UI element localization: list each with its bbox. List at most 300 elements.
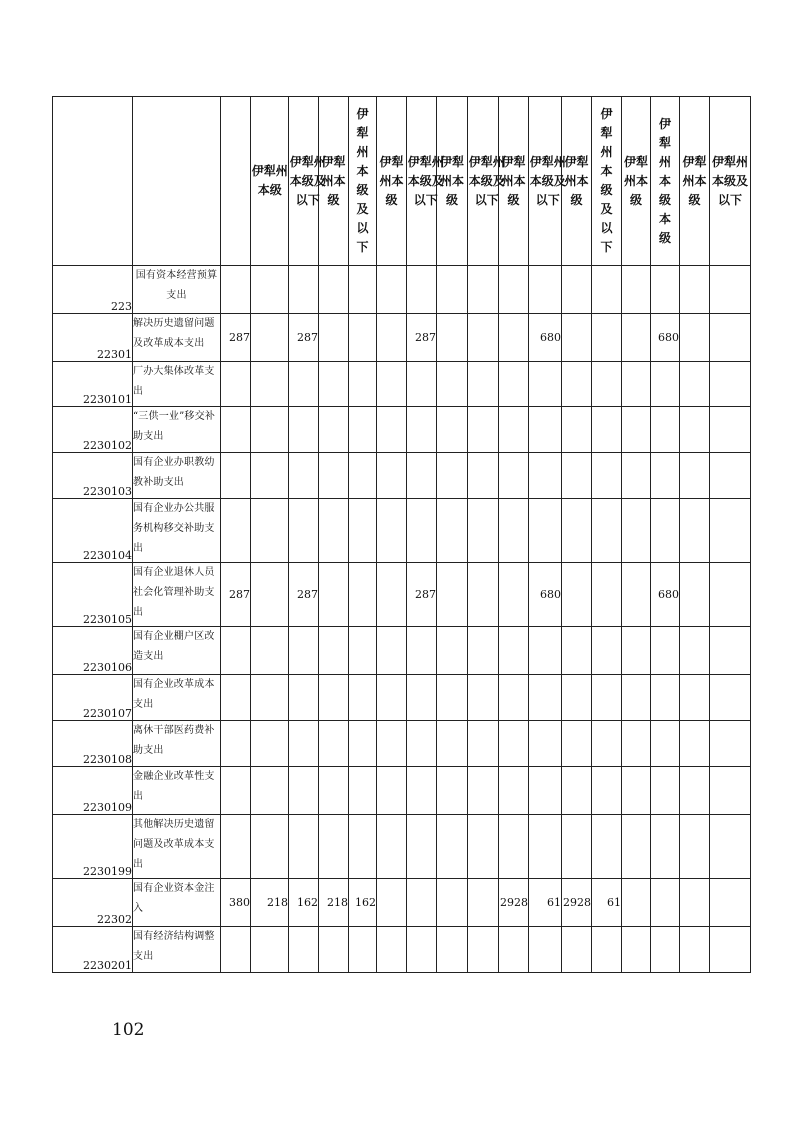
- value-cell: [377, 499, 407, 563]
- column-header: [622, 97, 651, 266]
- value-cell: [651, 453, 680, 499]
- column-header: [53, 97, 133, 266]
- value-cell: [437, 879, 468, 927]
- table-row: [53, 627, 751, 675]
- column-header: [651, 97, 680, 266]
- value-cell: [319, 563, 349, 627]
- value-cell: [680, 767, 710, 815]
- value-cell: [529, 815, 562, 879]
- value-cell: [529, 767, 562, 815]
- value-cell: [407, 815, 437, 879]
- value-cell: [529, 721, 562, 767]
- value-cell: [377, 266, 407, 314]
- value-cell: 287: [221, 314, 251, 362]
- row-code: 2230199: [53, 815, 133, 879]
- value-cell: [407, 927, 437, 973]
- value-cell: [319, 767, 349, 815]
- column-header-label: 伊犁州本级: [379, 154, 404, 207]
- row-code: 2230108: [53, 721, 133, 767]
- value-cell: [468, 362, 499, 407]
- value-cell: [349, 767, 377, 815]
- value-cell: [349, 627, 377, 675]
- value-cell: [319, 927, 349, 973]
- value-cell: [221, 767, 251, 815]
- row-name: 国有企业办公共服务机构移交补助支出: [133, 499, 221, 563]
- value-cell: [499, 407, 529, 453]
- value-cell: [680, 314, 710, 362]
- value-cell: [710, 815, 751, 879]
- value-cell: [468, 453, 499, 499]
- value-cell: [319, 721, 349, 767]
- column-header: [468, 97, 505, 266]
- value-cell: [710, 314, 751, 362]
- value-cell: [468, 767, 499, 815]
- value-cell: [680, 815, 710, 879]
- value-cell: [622, 627, 651, 675]
- row-name: 国有企业棚户区改造支出: [133, 627, 221, 675]
- value-cell: [651, 362, 680, 407]
- value-cell: [377, 453, 407, 499]
- column-header: [251, 97, 289, 266]
- value-cell: [407, 675, 437, 721]
- value-cell: [221, 499, 251, 563]
- value-cell: [407, 453, 437, 499]
- value-cell: [251, 927, 289, 973]
- table-row: [53, 499, 751, 563]
- value-cell: [710, 927, 751, 973]
- value-cell: [349, 362, 377, 407]
- value-cell: [349, 721, 377, 767]
- value-cell: [529, 627, 562, 675]
- value-cell: [289, 721, 319, 767]
- value-cell: [468, 627, 499, 675]
- value-cell: [592, 927, 622, 973]
- value-cell: [377, 362, 407, 407]
- column-header-label: 伊犁州本级: [251, 164, 288, 197]
- row-code: 2230106: [53, 627, 133, 675]
- value-cell: [680, 362, 710, 407]
- value-cell: 680: [651, 314, 680, 362]
- column-header: [529, 97, 566, 266]
- value-cell: [468, 675, 499, 721]
- value-cell: [651, 627, 680, 675]
- value-cell: [377, 407, 407, 453]
- column-header: [592, 97, 622, 266]
- value-cell: [377, 879, 407, 927]
- value-cell: [622, 362, 651, 407]
- value-cell: [651, 815, 680, 879]
- value-cell: [221, 453, 251, 499]
- value-cell: [529, 927, 562, 973]
- value-cell: [407, 362, 437, 407]
- value-cell: [499, 314, 529, 362]
- value-cell: [622, 675, 651, 721]
- column-header-label: 伊犁州本级及以下: [529, 154, 566, 207]
- value-cell: [680, 563, 710, 627]
- value-cell: 380: [221, 879, 251, 927]
- value-cell: [592, 627, 622, 675]
- value-cell: [622, 927, 651, 973]
- value-cell: [319, 815, 349, 879]
- value-cell: [710, 266, 751, 314]
- table-row: [53, 879, 751, 927]
- value-cell: 680: [529, 314, 562, 362]
- value-cell: [499, 453, 529, 499]
- value-cell: [680, 407, 710, 453]
- column-header: [562, 97, 592, 266]
- value-cell: [562, 927, 592, 973]
- value-cell: 287: [289, 563, 319, 627]
- table-row: [53, 362, 751, 407]
- column-header: [221, 97, 251, 266]
- value-cell: [407, 879, 437, 927]
- column-header-label: 伊犁州本级: [439, 154, 464, 207]
- value-cell: [319, 362, 349, 407]
- value-cell: [562, 499, 592, 563]
- value-cell: [289, 266, 319, 314]
- value-cell: [710, 675, 751, 721]
- column-header: [499, 97, 529, 266]
- value-cell: [651, 407, 680, 453]
- value-cell: 61: [529, 879, 562, 927]
- value-cell: [251, 266, 289, 314]
- value-cell: [468, 407, 499, 453]
- value-cell: [407, 627, 437, 675]
- value-cell: [651, 927, 680, 973]
- row-code: 22301: [53, 314, 133, 362]
- value-cell: [289, 627, 319, 675]
- value-cell: [592, 815, 622, 879]
- value-cell: [710, 767, 751, 815]
- value-cell: [468, 563, 499, 627]
- value-cell: [437, 675, 468, 721]
- value-cell: [499, 767, 529, 815]
- table-row: [53, 675, 751, 721]
- table-row: [53, 927, 751, 973]
- row-name: “三供一业”移交补助支出: [133, 407, 221, 453]
- value-cell: [251, 721, 289, 767]
- row-name: 国有企业改革成本支出: [133, 675, 221, 721]
- value-cell: [680, 721, 710, 767]
- value-cell: [622, 453, 651, 499]
- value-cell: [251, 314, 289, 362]
- value-cell: [221, 266, 251, 314]
- value-cell: [529, 362, 562, 407]
- column-header-label: 伊犁州本级: [501, 154, 526, 207]
- value-cell: [562, 627, 592, 675]
- row-code: 2230201: [53, 927, 133, 973]
- value-cell: [622, 563, 651, 627]
- value-cell: [319, 314, 349, 362]
- column-header-label: 伊犁州本级及以下: [356, 107, 369, 254]
- value-cell: [499, 499, 529, 563]
- row-code: 223: [53, 266, 133, 314]
- row-name: 离休干部医药费补助支出: [133, 721, 221, 767]
- value-cell: [622, 266, 651, 314]
- value-cell: [468, 879, 499, 927]
- value-cell: [562, 675, 592, 721]
- column-header-label: 伊犁州本级及以下: [600, 107, 613, 254]
- column-header: [319, 97, 349, 266]
- value-cell: [622, 499, 651, 563]
- column-header-label: 伊犁州本级及以下: [711, 154, 748, 207]
- value-cell: [468, 499, 499, 563]
- value-cell: [319, 453, 349, 499]
- value-cell: [710, 721, 751, 767]
- value-cell: [651, 879, 680, 927]
- value-cell: [499, 721, 529, 767]
- value-cell: [407, 266, 437, 314]
- row-code: 2230107: [53, 675, 133, 721]
- value-cell: [651, 266, 680, 314]
- value-cell: [349, 407, 377, 453]
- value-cell: 287: [221, 563, 251, 627]
- budget-table: [52, 96, 751, 973]
- value-cell: [251, 563, 289, 627]
- column-header: [437, 97, 468, 266]
- value-cell: [680, 499, 710, 563]
- column-header-label: 伊犁州本级及以下: [407, 154, 444, 207]
- value-cell: [592, 407, 622, 453]
- value-cell: 61: [592, 879, 622, 927]
- value-cell: [349, 314, 377, 362]
- value-cell: [221, 815, 251, 879]
- value-cell: [319, 407, 349, 453]
- column-header: [349, 97, 377, 266]
- value-cell: [289, 815, 319, 879]
- table-row: [53, 815, 751, 879]
- value-cell: 162: [289, 879, 319, 927]
- value-cell: [499, 563, 529, 627]
- value-cell: [251, 453, 289, 499]
- value-cell: [651, 675, 680, 721]
- value-cell: 2928: [499, 879, 529, 927]
- value-cell: [622, 815, 651, 879]
- page-number: 102: [112, 1020, 145, 1040]
- value-cell: [710, 362, 751, 407]
- value-cell: [622, 767, 651, 815]
- value-cell: 162: [349, 879, 377, 927]
- value-cell: 287: [289, 314, 319, 362]
- value-cell: [377, 675, 407, 721]
- value-cell: [221, 407, 251, 453]
- value-cell: [499, 927, 529, 973]
- column-header: [289, 97, 326, 266]
- value-cell: [221, 362, 251, 407]
- value-cell: [319, 266, 349, 314]
- column-header: [377, 97, 407, 266]
- value-cell: [251, 767, 289, 815]
- value-cell: [592, 563, 622, 627]
- value-cell: 2928: [562, 879, 592, 927]
- value-cell: [289, 767, 319, 815]
- value-cell: [221, 721, 251, 767]
- value-cell: 218: [251, 879, 289, 927]
- value-cell: [221, 627, 251, 675]
- row-name: 解决历史遗留问题及改革成本支出: [133, 314, 221, 362]
- value-cell: [437, 314, 468, 362]
- value-cell: [710, 879, 751, 927]
- row-code: 2230104: [53, 499, 133, 563]
- value-cell: [437, 767, 468, 815]
- value-cell: [499, 266, 529, 314]
- value-cell: [710, 499, 751, 563]
- value-cell: [251, 362, 289, 407]
- value-cell: [377, 767, 407, 815]
- value-cell: [377, 927, 407, 973]
- table-row: [53, 721, 751, 767]
- value-cell: [651, 721, 680, 767]
- value-cell: [251, 815, 289, 879]
- value-cell: [251, 407, 289, 453]
- row-code: 2230109: [53, 767, 133, 815]
- value-cell: [680, 879, 710, 927]
- value-cell: [349, 266, 377, 314]
- value-cell: [622, 879, 651, 927]
- value-cell: [251, 627, 289, 675]
- value-cell: [562, 563, 592, 627]
- value-cell: [468, 314, 499, 362]
- header-row: [53, 97, 751, 266]
- value-cell: [468, 266, 499, 314]
- value-cell: [437, 563, 468, 627]
- table-row: [53, 563, 751, 627]
- value-cell: [562, 362, 592, 407]
- value-cell: [651, 499, 680, 563]
- row-code: 2230101: [53, 362, 133, 407]
- value-cell: [529, 266, 562, 314]
- value-cell: [680, 266, 710, 314]
- value-cell: [377, 627, 407, 675]
- value-cell: [349, 927, 377, 973]
- value-cell: [251, 499, 289, 563]
- value-cell: [289, 675, 319, 721]
- column-header-label: 伊犁州本级: [564, 154, 589, 207]
- value-cell: [562, 721, 592, 767]
- value-cell: [319, 627, 349, 675]
- value-cell: [437, 927, 468, 973]
- table-row: [53, 266, 751, 314]
- table-row: [53, 453, 751, 499]
- value-cell: [592, 675, 622, 721]
- value-cell: [407, 499, 437, 563]
- column-header-label: 伊犁州本级及以下: [289, 154, 326, 207]
- table-row: [53, 314, 751, 362]
- value-cell: [592, 721, 622, 767]
- value-cell: [680, 927, 710, 973]
- table-body: [53, 266, 751, 973]
- value-cell: 287: [407, 314, 437, 362]
- value-cell: [529, 499, 562, 563]
- row-code: 22302: [53, 879, 133, 927]
- value-cell: [592, 362, 622, 407]
- value-cell: [562, 815, 592, 879]
- value-cell: [710, 407, 751, 453]
- value-cell: [499, 362, 529, 407]
- value-cell: [349, 563, 377, 627]
- value-cell: [437, 815, 468, 879]
- value-cell: [289, 453, 319, 499]
- column-header-label: 伊犁州本级本级: [658, 116, 671, 245]
- value-cell: [680, 675, 710, 721]
- value-cell: [622, 721, 651, 767]
- value-cell: [319, 499, 349, 563]
- value-cell: [377, 815, 407, 879]
- value-cell: [499, 675, 529, 721]
- table-row: [53, 407, 751, 453]
- value-cell: [592, 767, 622, 815]
- value-cell: 680: [529, 563, 562, 627]
- column-header: [133, 97, 221, 266]
- value-cell: [289, 407, 319, 453]
- row-name: 国有资本经营预算支出: [133, 266, 221, 314]
- value-cell: [562, 266, 592, 314]
- value-cell: [710, 627, 751, 675]
- column-header-label: 伊犁州本级: [321, 154, 346, 207]
- value-cell: [622, 407, 651, 453]
- row-code: 2230102: [53, 407, 133, 453]
- value-cell: [349, 675, 377, 721]
- value-cell: [437, 453, 468, 499]
- value-cell: [529, 407, 562, 453]
- value-cell: 680: [651, 563, 680, 627]
- row-name: 国有经济结构调整支出: [133, 927, 221, 973]
- value-cell: [468, 815, 499, 879]
- column-header: [710, 97, 751, 266]
- row-name: 国有企业办职教幼教补助支出: [133, 453, 221, 499]
- value-cell: [377, 721, 407, 767]
- value-cell: [407, 407, 437, 453]
- value-cell: [468, 721, 499, 767]
- value-cell: [592, 453, 622, 499]
- value-cell: [349, 499, 377, 563]
- value-cell: [562, 767, 592, 815]
- value-cell: [349, 453, 377, 499]
- value-cell: [289, 499, 319, 563]
- table-row: [53, 767, 751, 815]
- value-cell: [710, 453, 751, 499]
- value-cell: [562, 453, 592, 499]
- value-cell: [499, 815, 529, 879]
- value-cell: [407, 721, 437, 767]
- row-name: 国有企业资本金注入: [133, 879, 221, 927]
- value-cell: [289, 927, 319, 973]
- value-cell: [622, 314, 651, 362]
- value-cell: [562, 407, 592, 453]
- value-cell: [468, 927, 499, 973]
- value-cell: [651, 767, 680, 815]
- value-cell: [529, 453, 562, 499]
- value-cell: [437, 721, 468, 767]
- value-cell: [437, 499, 468, 563]
- row-name: 其他解决历史遗留问题及改革成本支出: [133, 815, 221, 879]
- row-name: 厂办大集体改革支出: [133, 362, 221, 407]
- value-cell: 287: [407, 563, 437, 627]
- value-cell: [319, 675, 349, 721]
- value-cell: [437, 407, 468, 453]
- column-header-label: 伊犁州本级: [682, 154, 707, 207]
- value-cell: [710, 563, 751, 627]
- row-code: 2230105: [53, 563, 133, 627]
- value-cell: [592, 314, 622, 362]
- row-code: 2230103: [53, 453, 133, 499]
- value-cell: [289, 362, 319, 407]
- row-name: 国有企业退休人员社会化管理补助支出: [133, 563, 221, 627]
- value-cell: [592, 499, 622, 563]
- value-cell: [377, 314, 407, 362]
- value-cell: [437, 362, 468, 407]
- column-header: [407, 97, 444, 266]
